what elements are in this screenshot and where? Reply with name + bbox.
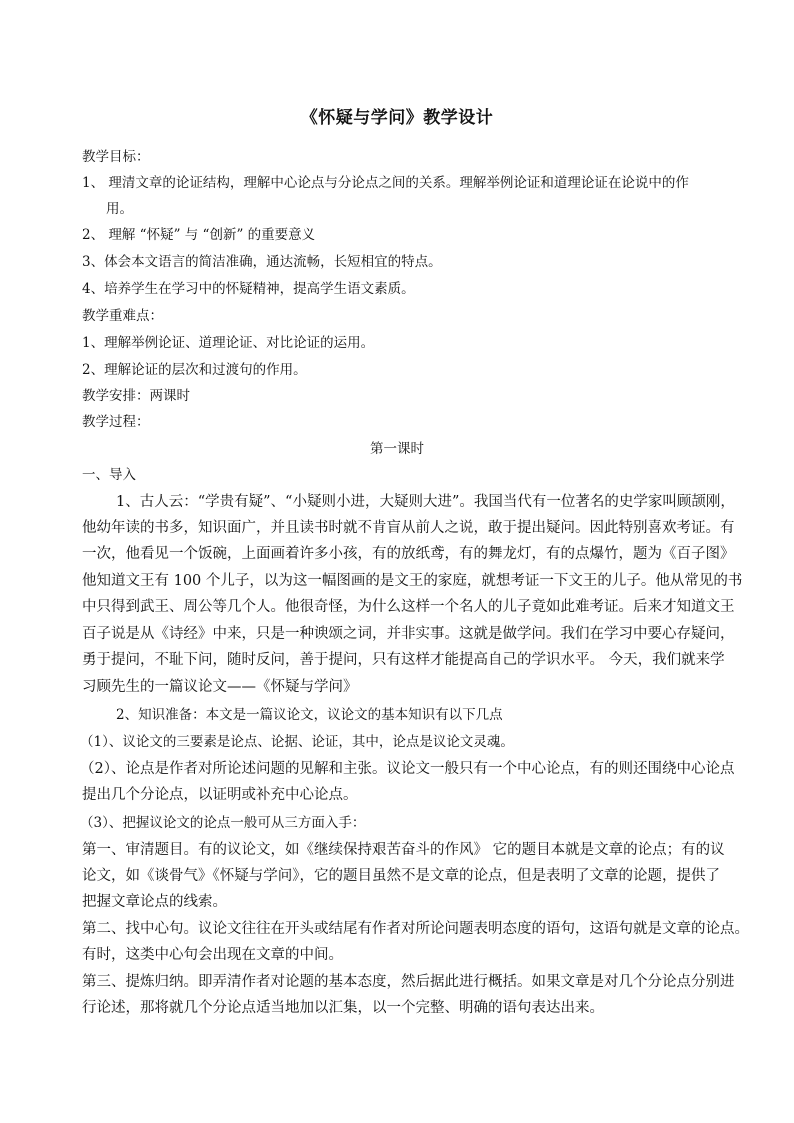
- schedule: 教学安排：两课时: [82, 388, 190, 404]
- method-first: 第一、审清题目。有的议论文，如《继续保持艰苦奋斗的作风》 它的题目本就是文章的论点；有的议: [82, 842, 725, 858]
- intro-paragraph-line: 1、古人云：“学贵有疑”、“小疑则小进，大疑则大进”。我国当代有一位著名的史学家叫顾颉刚，: [116, 494, 735, 510]
- intro-paragraph-line: 一次，他看见一个饭碗，上面画着许多小孩，有的放纸鸢，有的舞龙灯，有的点爆竹，题为《百子图》: [82, 546, 735, 562]
- knowledge-point-1: （1）、议论文的三要素是论点、论据、论证，其中，论点是议论文灵魂。: [80, 734, 514, 750]
- knowledge-prep: 2、知识准备：本文是一篇议论文，议论文的基本知识有以下几点: [116, 707, 503, 723]
- key-point-2: 2、理解论证的层次和过渡句的作用。: [82, 362, 307, 378]
- lesson-title: 第一课时: [370, 441, 424, 457]
- method-first-cont: 论文，如《谈骨气》《怀疑与学问》，它的题目虽然不是文章的论点，但是表明了文章的论题，提供了: [82, 868, 720, 884]
- goal-item-2: 2、 理解 “怀疑” 与 “创新” 的重要意义: [82, 227, 316, 243]
- goal-item-3: 3、体会本文语言的简洁准确，通达流畅，长短相宜的特点。: [82, 254, 442, 270]
- intro-paragraph-line: 习顾先生的一篇议论文——《怀疑与学问》: [82, 679, 358, 695]
- goals-heading: 教学目标：: [82, 149, 150, 165]
- method-third-cont: 行论述，那将就几个分论点适当地加以汇集，以一个完整、明确的语句表达出来。: [82, 1000, 604, 1016]
- intro-paragraph-line: 百子说是从《诗经》中来，只是一种谀颂之词，并非实事。这就是做学问。我们在学习中要心存疑问，: [82, 626, 735, 642]
- intro-paragraph-line: 他知道文王有 100 个儿子，以为这一幅图画的是文王的家庭，就想考证一下文王的儿子。他从常见的书: [82, 573, 743, 589]
- goal-item-4: 4、培养学生在学习中的怀疑精神，提高学生语文素质。: [82, 281, 415, 297]
- goal-item-1: 1、 理清文章的论证结构，理解中心论点与分论点之间的关系。理解举例论证和道理论证在论说中的作: [82, 175, 689, 191]
- intro-paragraph-line: 他幼年读的书多，知识面广，并且读书时就不肯盲从前人之说，敢于提出疑问。因此特别喜欢考证。有: [82, 520, 735, 536]
- knowledge-point-2: （2）、论点是作者对所论述问题的见解和主张。议论文一般只有一个中心论点，有的则还围绕中心论点: [80, 761, 735, 777]
- method-third: 第三、提炼归纳。即弄清作者对论题的基本态度，然后据此进行概括。如果文章是对几个分论点分别进: [82, 974, 735, 990]
- intro-paragraph-line: 勇于提问，不耻下问，随时反问，善于提问，只有这样才能提高自己的学识水平。 今天，我们就来学: [82, 652, 725, 668]
- method-second-cont: 有时，这类中心句会出现在文章的中间。: [82, 947, 343, 963]
- section-heading-intro: 一、导入: [82, 467, 136, 483]
- key-points-heading: 教学重难点：: [82, 308, 163, 324]
- intro-paragraph-line: 中只得到武王、周公等几个人。他很奇怪，为什么这样一个名人的儿子竟如此难考证。后来才知道文王: [82, 599, 735, 615]
- method-second: 第二、找中心句。议论文往往在开头或结尾有作者对所论问题表明态度的语句，这语句就是文章的论点。: [82, 921, 749, 937]
- document-title: 《怀疑与学问》教学设计: [300, 108, 494, 128]
- knowledge-point-2-cont: 提出几个分论点，以证明或补充中心论点。: [82, 787, 358, 803]
- knowledge-point-3: （3）、把握议论文的论点一般可从三方面入手：: [80, 815, 366, 831]
- key-point-1: 1、理解举例论证、道理论证、对比论证的运用。: [82, 335, 375, 351]
- method-first-cont: 把握文章论点的线索。: [82, 894, 227, 910]
- process-heading: 教学过程：: [82, 414, 150, 430]
- goal-item-1-cont: 用。: [106, 201, 133, 217]
